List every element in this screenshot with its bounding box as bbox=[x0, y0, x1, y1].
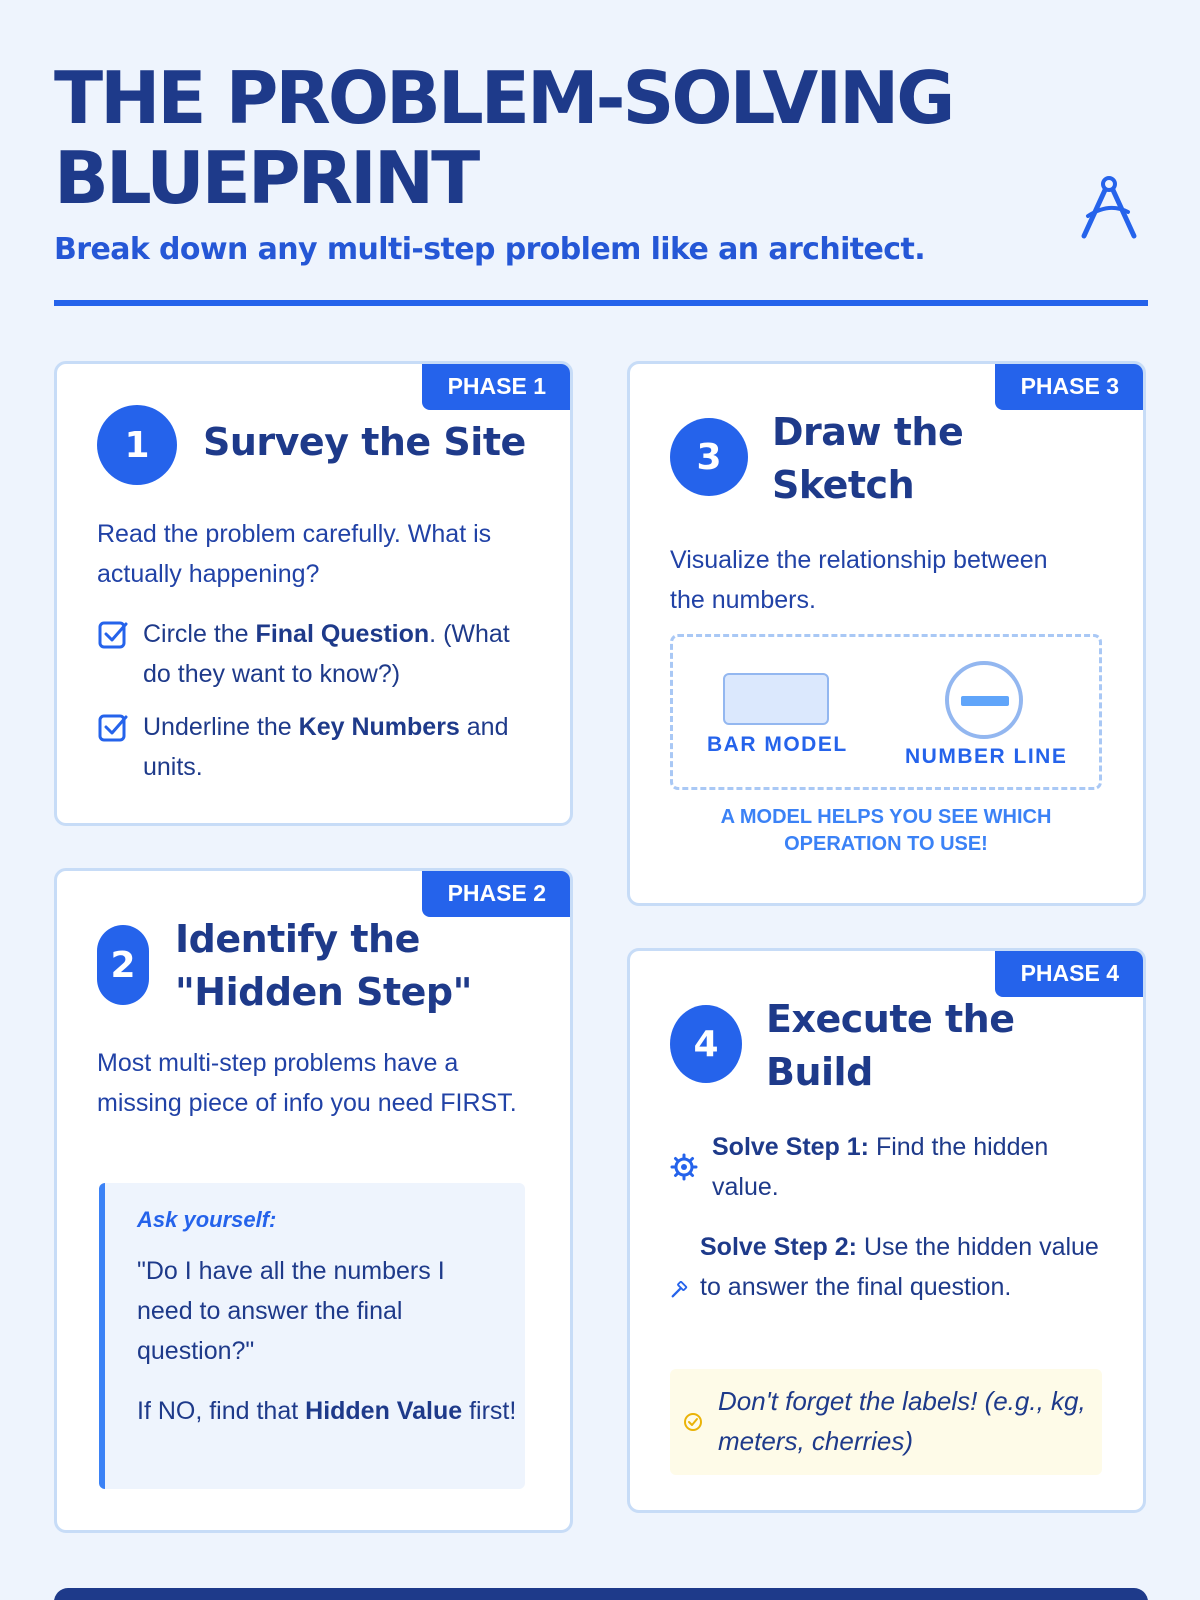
phase-tag: PHASE 1 bbox=[422, 364, 570, 410]
number-line-label: NUMBER LINE bbox=[905, 745, 1068, 768]
gear-icon bbox=[670, 1153, 698, 1181]
ask-quote: "Do I have all the numbers I need to answer the final question?" bbox=[137, 1257, 445, 1365]
phase-tag: PHASE 4 bbox=[995, 951, 1143, 997]
checkbox-checked-icon bbox=[97, 711, 129, 743]
hammer-icon bbox=[670, 1281, 688, 1299]
bar-model-label: BAR MODEL bbox=[707, 733, 848, 756]
compass-icon bbox=[1076, 172, 1142, 244]
card-title: Execute the Build bbox=[766, 997, 1015, 1094]
ask-yourself-callout bbox=[99, 1183, 525, 1489]
phase-4-card bbox=[627, 948, 1146, 1513]
page-title bbox=[54, 58, 1054, 218]
labels-reminder-text: Don't forget the labels! (e.g., kg, meters, cherries) bbox=[718, 1386, 1086, 1456]
card-description: Visualize the relationship between the numbers. bbox=[670, 546, 1048, 614]
model-examples bbox=[670, 634, 1102, 790]
title-line-2: BLUEPRINT bbox=[54, 136, 478, 220]
solve-step bbox=[670, 1127, 1110, 1207]
ask-label: Ask yourself: bbox=[137, 1207, 277, 1232]
step-number-badge: 3 bbox=[670, 418, 748, 496]
checklist-item bbox=[97, 614, 547, 694]
card-title: Draw the Sketch bbox=[772, 410, 964, 507]
number-line-icon bbox=[945, 661, 1023, 739]
step-number-badge: 4 bbox=[670, 1005, 742, 1083]
checkbox-checked-icon bbox=[97, 618, 129, 650]
footer-banner bbox=[54, 1588, 1148, 1600]
model-caption: A MODEL HELPS YOU SEE WHICH OPERATION TO USE! bbox=[720, 806, 1052, 855]
header-divider bbox=[54, 300, 1148, 306]
checklist-text: Circle the Final Question. (What do they want to know?) bbox=[143, 620, 510, 688]
solve-step-text: Solve Step 1: Find the hidden value. bbox=[712, 1133, 1049, 1201]
phase-3-card bbox=[627, 361, 1146, 906]
bar-model-icon bbox=[723, 673, 829, 725]
title-line-1: THE PROBLEM-SOLVING bbox=[54, 56, 953, 140]
page-subtitle: Break down any multi-step problem like an architect. bbox=[54, 232, 925, 267]
card-title: Survey the Site bbox=[203, 420, 526, 464]
check-circle-icon bbox=[682, 1411, 704, 1433]
labels-reminder bbox=[670, 1369, 1102, 1475]
checklist-item bbox=[97, 707, 547, 787]
step-number-badge: 2 bbox=[97, 925, 149, 1005]
card-description: Most multi-step problems have a missing piece of info you need FIRST. bbox=[97, 1049, 517, 1117]
phase-tag: PHASE 2 bbox=[422, 871, 570, 917]
card-title: Identify the "Hidden Step" bbox=[175, 917, 472, 1014]
card-description: Read the problem carefully. What is actually happening? bbox=[97, 520, 492, 588]
phase-1-card bbox=[54, 361, 573, 826]
solve-step-text: Solve Step 2: Use the hidden value to answer the final question. bbox=[700, 1233, 1099, 1301]
hidden-value-instruction: If NO, find that Hidden Value first! bbox=[137, 1397, 517, 1425]
phase-tag: PHASE 3 bbox=[995, 364, 1143, 410]
solve-step bbox=[670, 1227, 1110, 1347]
checklist-text: Underline the Key Numbers and units. bbox=[143, 713, 509, 781]
phase-2-card bbox=[54, 868, 573, 1533]
step-number-badge: 1 bbox=[97, 405, 177, 485]
